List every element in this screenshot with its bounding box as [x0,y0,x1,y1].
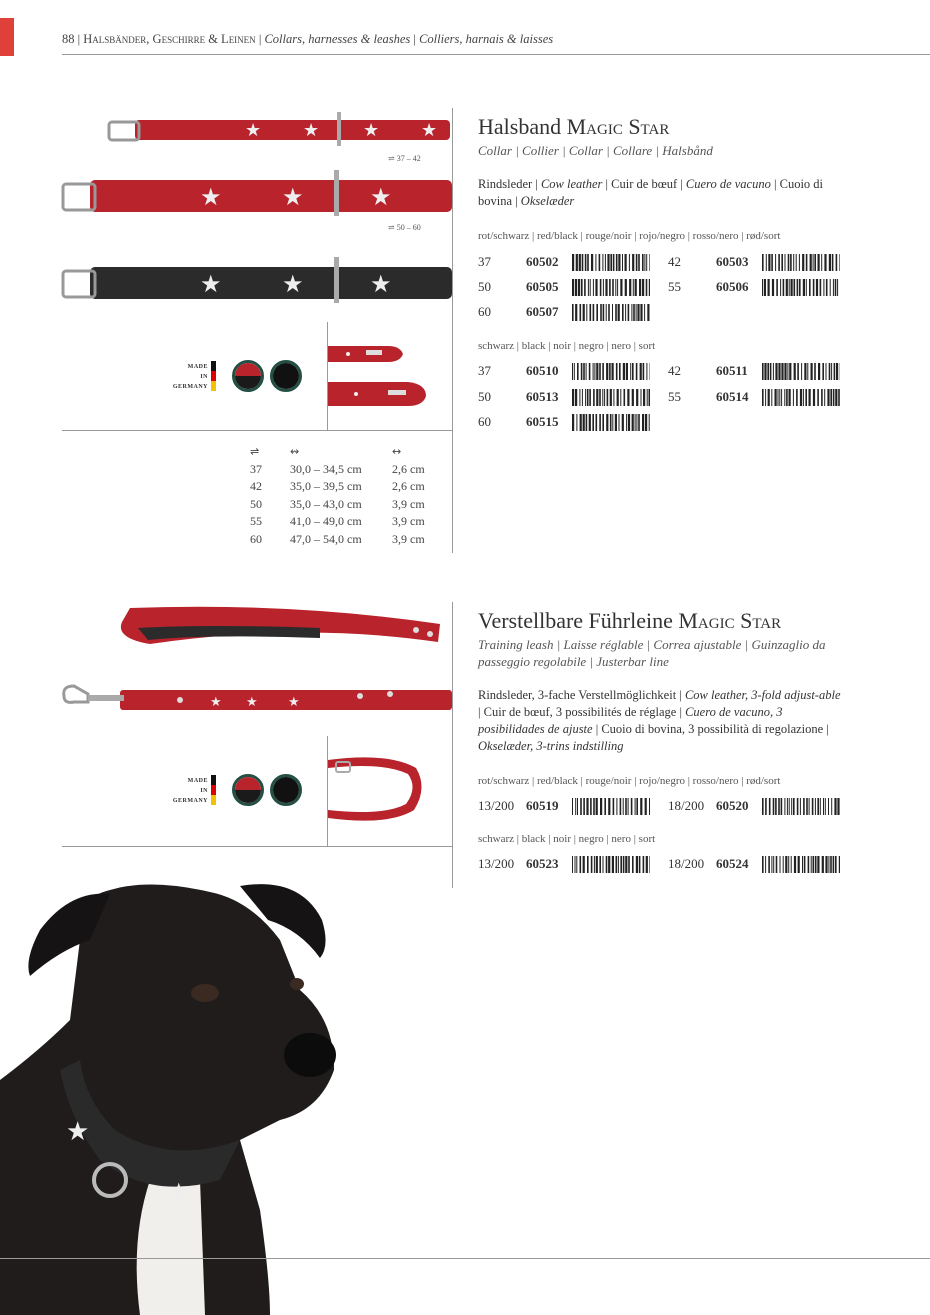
product1-color-redblack: rot/schwarz | red/black | rouge/noir | rojo/negro | rosso/nero | rød/sort [478,230,781,242]
product2-column-divider [452,602,453,888]
list-item: 37 60510 [478,361,650,381]
list-item: 42 60503 [668,252,840,272]
table-row: 37 30,0 – 34,5 cm 2,6 cm [250,461,425,476]
section-title-fr: Colliers, harnais & laisses [419,32,554,46]
list-item: 13/200 60519 [478,796,650,816]
collar-photo-black [60,255,452,305]
photo-size-label-1: ⇌ 37 – 42 [388,154,421,163]
product2-subtitle: Training leash | Laisse réglable | Correa ajustable | Guinzaglio da passeggio regolabile | Justerbar line [478,637,826,669]
footer-divider [0,1258,930,1259]
width-icon: ↔ [392,445,402,459]
size-table [250,443,452,548]
svg-text:★: ★ [245,120,262,140]
neck-size-icon: ↭ [290,445,300,459]
list-item: 18/200 60520 [668,796,840,816]
svg-text:★: ★ [66,1117,90,1146]
list-item: 60 60515 [478,412,650,432]
product1-color-black: schwarz | black | noir | negro | nero | sort [478,340,656,352]
swatch-black [270,774,302,806]
product2-title: Verstellbare Führleine Magic Star [478,608,782,633]
length-adjust-icon: ⇌ [250,445,260,459]
product1-material: Rindsleder | Cow leather | Cuir de bœuf | Cuero de vacuno | Cuoio di bovina | Okselæder [478,177,824,208]
svg-text:★: ★ [363,120,380,140]
barcode [572,414,650,431]
page-tab-marker [0,18,14,56]
barcode [762,363,840,380]
barcode [762,389,840,406]
list-item: 60 60507 [478,302,650,322]
barcode [572,856,650,873]
product1-column-divider [452,108,453,553]
svg-text:★: ★ [200,185,222,211]
barcode [762,254,840,271]
size-table-header [250,443,452,461]
section-title-en: Collars, harnesses & leashes [264,32,411,46]
barcode [572,254,650,271]
table-row: 42 35,0 – 39,5 cm 2,6 cm [250,479,425,494]
svg-text:★: ★ [303,120,320,140]
collar-photo-red-small [105,108,450,148]
svg-text:★: ★ [282,185,304,211]
svg-text:★: ★ [246,694,258,709]
svg-text:★: ★ [210,694,222,709]
list-item: 42 60511 [668,361,840,381]
barcode [762,279,840,296]
product2-material: Rindsleder, 3-fache Verstellmöglichkeit | Cow leather, 3-fold adjust-able | Cuir de bœuf, 3 possibilités de réglage | Cuero de vacuno, 3 posibilidades de ajuste | Cuoio di bovina, 3 possibilità di regolazione | Okselæder, 3-trins indstilling [478,688,841,753]
list-item: 18/200 60524 [668,854,840,874]
collar-photo-red-large [60,168,452,218]
product2-color-black: schwarz | black | noir | negro | nero | sort [478,833,656,845]
header-divider [62,54,930,55]
svg-text:★: ★ [370,185,392,211]
leash-photo [60,598,452,718]
collar-detail-photo [328,340,428,410]
svg-text:★: ★ [288,694,300,709]
svg-text:★: ★ [421,120,438,140]
product1-title: Halsband Magic Star [478,114,670,139]
svg-text:★: ★ [370,272,392,298]
made-in-germany-label: MADE IN GERMANY [172,778,208,804]
page-number: 88 [62,32,75,46]
list-item: 55 60506 [668,277,840,297]
list-item: 50 60513 [478,387,650,407]
table-row: 55 41,0 – 49,0 cm 3,9 cm [250,514,425,529]
page-header: 88 | Halsbänder, Geschirre & Leinen | Collars, harnesses & leashes | Colliers, harnais & laisses [62,32,554,46]
german-flag-icon [211,775,216,805]
barcode [572,363,650,380]
dog-photo [0,880,345,1315]
list-item: 55 60514 [668,387,840,407]
table-row: 50 35,0 – 43,0 cm 3,9 cm [250,496,425,511]
table-row: 60 47,0 – 54,0 cm 3,9 cm [250,531,425,546]
product2-photo-bottom-rule [62,846,452,847]
list-item: 37 60502 [478,252,650,272]
product2-color-redblack: rot/schwarz | red/black | rouge/noir | rojo/negro | rosso/nero | rød/sort [478,775,781,787]
swatch-red-black [232,360,264,392]
svg-text:★: ★ [282,272,304,298]
section-title-de: Halsbänder, Geschirre & Leinen [83,32,256,46]
barcode [572,304,650,321]
barcode [572,798,650,815]
barcode [572,389,650,406]
svg-text:★: ★ [200,272,222,298]
barcode [762,798,840,815]
product1-photo-bottom-rule [62,430,452,431]
list-item: 50 60505 [478,277,650,297]
swatch-black [270,360,302,392]
barcode [572,279,650,296]
barcode [762,856,840,873]
svg-text:★: ★ [168,1180,190,1206]
swatch-red-black [232,774,264,806]
german-flag-icon [211,361,216,391]
made-in-germany-label: MADE IN GERMANY [172,364,208,390]
leash-detail-photo [328,748,428,828]
list-item: 13/200 60523 [478,854,650,874]
product1-subtitle: Collar | Collier | Collar | Collare | Halsbånd [478,143,713,158]
photo-size-label-2: ⇌ 50 – 60 [388,223,421,232]
